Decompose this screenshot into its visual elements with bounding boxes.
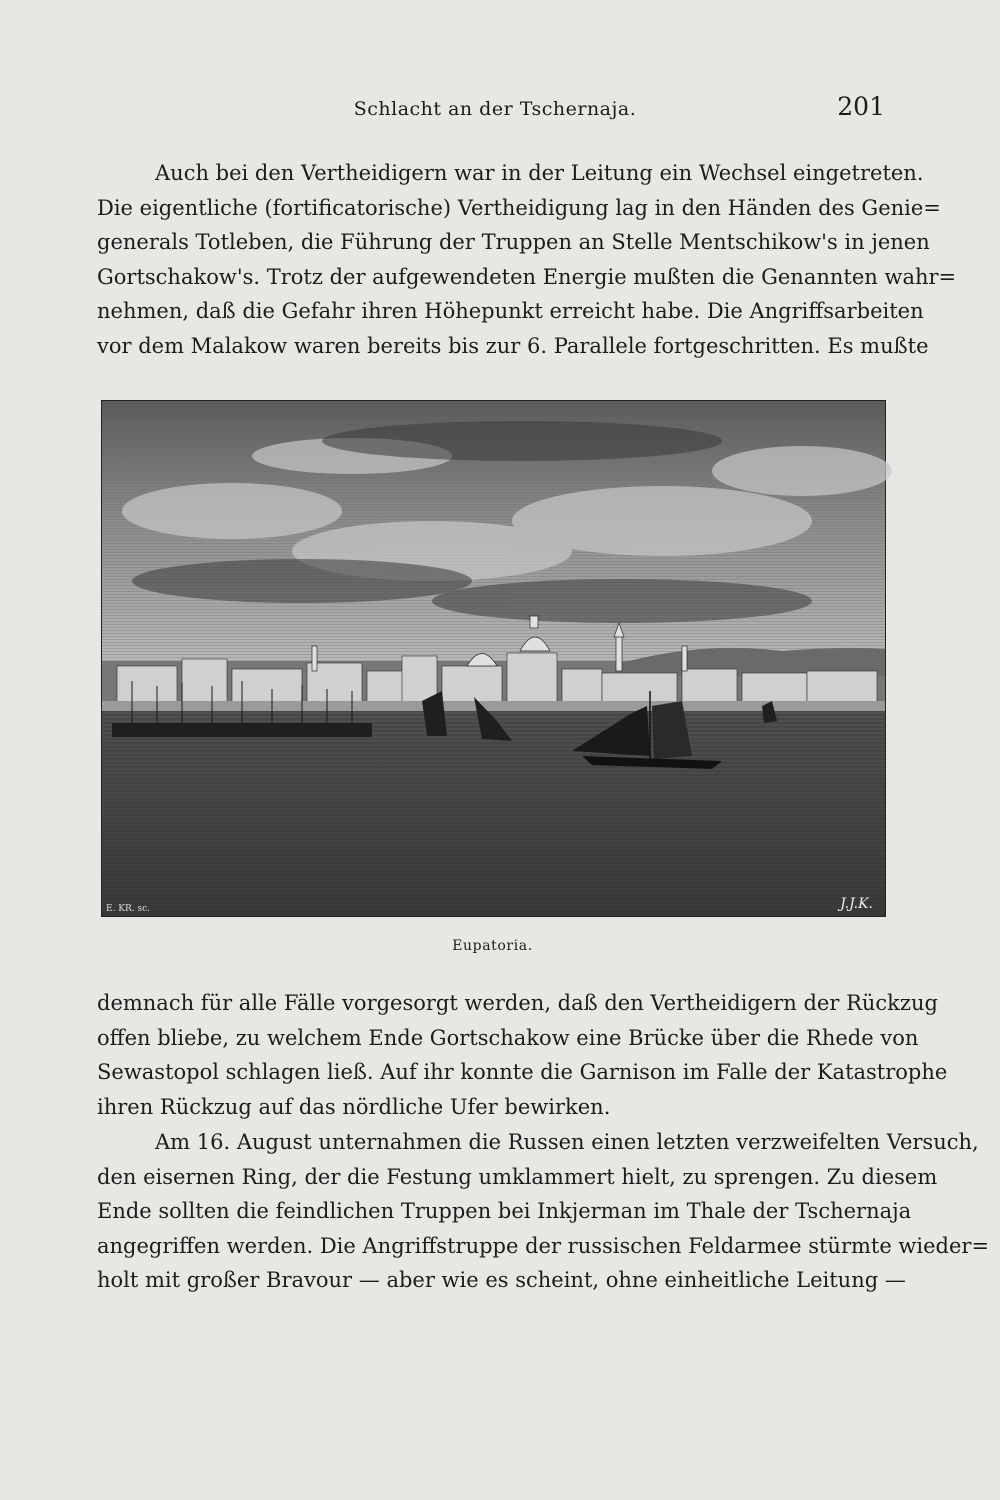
paragraph-last	[97, 1125, 990, 1298]
text-line: den eisernen Ring, der die Festung umklammert hielt, zu sprengen. Zu diesem	[97, 1164, 938, 1189]
text-line: Die eigentliche (fortificatorische) Vertheidigung lag in den Händen des Genie=	[97, 195, 941, 220]
text-line: demnach für alle Fälle vorgesorgt werden, daß den Vertheidigern der Rückzug	[97, 991, 938, 1015]
engraving-image	[102, 401, 885, 916]
figure-caption: Eupatoria.	[452, 938, 533, 954]
text-line: holt mit großer Bravour — aber wie es scheint, ohne einheitliche Leitung —	[97, 1268, 906, 1292]
paragraph-bottom	[97, 986, 948, 1124]
paragraph-top	[97, 156, 957, 363]
text-line: ihren Rückzug auf das nördliche Ufer bewirken.	[97, 1094, 611, 1119]
text-line: nehmen, daß die Gefahr ihren Höhepunkt erreicht habe. Die Angriffsarbeiten	[97, 299, 924, 323]
text-line: Ende sollten die feindlichen Truppen bei Inkjerman im Thale der Tschernaja	[97, 1199, 912, 1223]
illustration-eupatoria	[101, 400, 886, 917]
page-number: 201	[837, 92, 885, 121]
text-line: Gortschakow's. Trotz der aufgewendeten Energie mußten die Genannten wahr=	[97, 264, 957, 289]
engraver-mark-right: J.J.K.	[840, 896, 873, 912]
text-line: Auch bei den Vertheidigern war in der Leitung ein Wechsel eingetreten.	[155, 161, 924, 185]
text-line: angegriffen werden. Die Angriffstruppe der russischen Feldarmee stürmte wieder=	[97, 1233, 990, 1258]
text-line: vor dem Malakow waren bereits bis zur 6. Parallele fortgeschritten. Es mußte	[97, 333, 929, 358]
running-title: Schlacht an der Tschernaja.	[353, 98, 637, 120]
running-head	[105, 92, 885, 128]
text-line: offen bliebe, zu welchem Ende Gortschakow eine Brücke über die Rhede von	[97, 1025, 919, 1050]
engraver-mark-left: E. KR. sc.	[106, 904, 151, 914]
text-line: Am 16. August unternahmen die Russen einen letzten verzweifelten Versuch,	[155, 1130, 979, 1154]
text-line: Sewastopol schlagen ließ. Auf ihr konnte die Garnison im Falle der Katastrophe	[97, 1060, 948, 1084]
text-line: generals Totleben, die Führung der Truppen an Stelle Mentschikow's in jenen	[97, 230, 930, 254]
